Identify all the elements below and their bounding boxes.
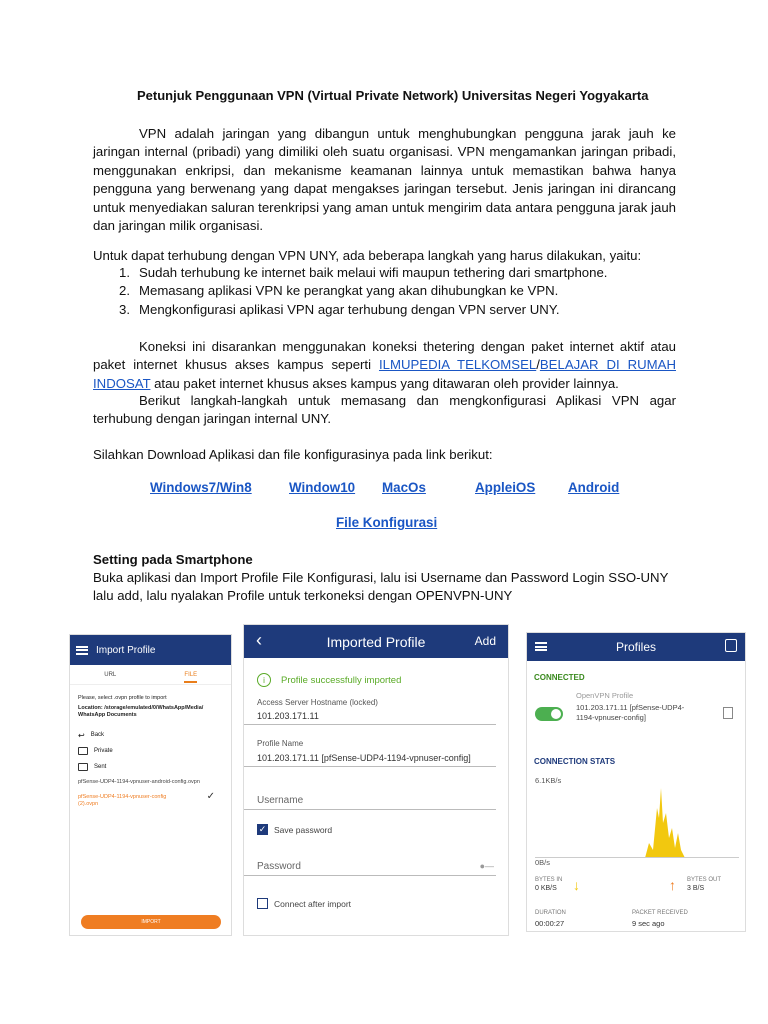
edit-icon[interactable]	[723, 707, 733, 719]
folder-private[interactable]: Private	[70, 743, 231, 759]
bytes-out-value: 3 B/S	[687, 885, 705, 892]
save-password-checkbox[interactable]: ✓ Save password	[258, 824, 333, 835]
add-button[interactable]: Add	[474, 634, 496, 648]
checkbox-unchecked-icon	[257, 898, 268, 909]
bytes-in-label: BYTES IN	[535, 877, 563, 883]
app-bar	[70, 635, 231, 665]
list-item: 3. Mengkonfigurasi aplikasi VPN agar terhubung dengan VPN server UNY.	[119, 301, 560, 317]
menu-icon[interactable]	[535, 642, 547, 651]
indosat-link[interactable]: BELAJAR DI RUMAH INDOSAT	[93, 357, 676, 391]
connection-stats-title: CONNECTION STATS	[534, 757, 616, 766]
tab-bar	[70, 665, 231, 685]
traffic-graph	[535, 788, 739, 858]
download-android-link[interactable]: Android	[568, 480, 620, 495]
eye-hidden-icon[interactable]: ●―	[479, 861, 494, 871]
setting-title: Setting pada Smartphone	[93, 552, 253, 567]
koneksi-paragraph: Koneksi ini disarankan menggunakan koneksi thetering dengan paket internet aktif atau paket internet khusus akses kampus seperti ILMUPEDIA TELKOMSEL/BELAJAR DI RUMAH INDOSAT atau paket internet khusus akses kampus yang ditawaran oleh provider lainnya.	[93, 339, 676, 391]
config-file-link[interactable]: File Konfigurasi	[336, 515, 438, 530]
file-item[interactable]: pfSense-UDP4-1194-vpnuser-android-config.ovpn	[78, 779, 200, 785]
host-label: Access Server Hostname (locked)	[257, 698, 378, 707]
steps-list	[93, 264, 676, 319]
tab-url[interactable]: URL	[104, 671, 117, 678]
connected-label: CONNECTED	[534, 673, 585, 682]
profile-name-field[interactable]: 101.203.171.11 [pfSense-UDP4-1194-vpnuser-config]	[244, 753, 496, 767]
profile-name: 101.203.171.11 [pfSense-UDP4-1194-vpnuser-config]	[576, 703, 685, 722]
document-title: Petunjuk Penggunaan VPN (Virtual Private Network) Universitas Negeri Yogyakarta	[137, 88, 649, 103]
back-item[interactable]: ↩ Back	[78, 730, 105, 740]
arrow-up-icon: ↑	[669, 877, 676, 893]
back-arrow-icon: ↩	[78, 730, 85, 740]
peak-rate: 6.1KB/s	[535, 776, 562, 785]
menu-icon[interactable]	[76, 646, 88, 655]
back-icon[interactable]: ‹	[256, 630, 262, 650]
packet-received-label: PACKET RECEIVED	[632, 910, 688, 916]
ilmupedia-link[interactable]: ILMUPEDIA TELKOMSEL	[378, 357, 537, 373]
bytes-in-value: 0 KB/S	[535, 885, 557, 892]
list-item: 2. Memasang aplikasi VPN ke perangkat yang akan dihubungkan ke VPN.	[119, 283, 559, 299]
intro-paragraph: VPN adalah jaringan yang dibangun untuk menghubungkan pengguna jarak jauh ke jaringan internal (pribadi) yang dimiliki oleh suatu organisasi. VPN mengamankan jaringan pribadi, menggunakan enkripsi, dan mekanisme keamanan lainnya untuk memastikan bahwa hanya pengguna yang berwenang yang dapat mengakses jaringan tersebut. Jenis jaringan ini dirancang untuk menyediakan saluran terenkripsi yang aman untuk mengirim data antara pengguna jarak jauh dan jaringan milik organisasi.	[93, 126, 676, 234]
duration-label: DURATION	[535, 910, 566, 916]
duration-value: 00:00:27	[535, 919, 565, 928]
tab-file[interactable]: FILE	[151, 672, 232, 678]
folder-icon	[78, 747, 88, 755]
graph-area	[535, 788, 739, 858]
zero-rate: 0B/s	[535, 858, 551, 867]
connect-after-checkbox[interactable]: Connect after import	[244, 898, 508, 909]
file-item-selected[interactable]: pfSense-UDP4-1194-vpnuser-config (2).ovpn	[78, 794, 167, 807]
screen-title: Profiles	[615, 640, 656, 654]
download-macos-link[interactable]: MacOs	[382, 480, 426, 495]
hint-text: Please, select .ovpn profile to import	[78, 695, 167, 701]
checkbox-checked-icon: ✓	[258, 824, 267, 834]
packet-received-value: 9 sec ago	[632, 919, 665, 928]
password-field[interactable]: Password ●―	[244, 861, 496, 876]
steps-intro: Untuk dapat terhubung dengan VPN UNY, ada beberapa langkah yang harus dilakukan, yaitu:	[93, 248, 642, 263]
download-windows7-link[interactable]: Windows7/Win8	[150, 480, 252, 495]
screen-title: Imported Profile	[326, 633, 426, 650]
setting-text: Buka aplikasi dan Import Profile File Konfigurasi, lalu isi Username dan Password Login SSO-UNY lalu add, lalu nyalakan Profile untuk terkoneksi dengan OPENVPN-UNY	[93, 570, 669, 604]
download-intro: Silahkan Download Aplikasi dan file konfigurasinya pada link berikut:	[93, 447, 493, 462]
folder-icon	[78, 763, 88, 771]
app-bar	[244, 625, 508, 658]
screen-title: Import Profile	[96, 644, 156, 656]
bytes-out-label: BYTES OUT	[687, 877, 722, 883]
screenshot-imported-profile	[243, 624, 509, 936]
download-ios-link[interactable]: AppleiOS	[475, 480, 536, 495]
arrow-down-icon: ↓	[573, 877, 580, 893]
import-file-icon[interactable]	[725, 639, 737, 652]
berikut-paragraph: Berikut langkah-langkah untuk memasang dan mengkonfigurasi Aplikasi VPN agar terhubung dengan jaringan internal UNY.	[93, 393, 676, 427]
list-item: 1. Sudah terhubung ke internet baik melaui wifi maupun tethering dari smartphone.	[119, 265, 608, 280]
location-text: Location: /storage/emulated/0/WhatsApp/Media/ WhatsApp Documents	[78, 705, 204, 718]
success-message: i Profile successfully imported	[244, 666, 508, 694]
profile-type: OpenVPN Profile	[576, 691, 634, 700]
download-windows10-link[interactable]: Window10	[289, 480, 356, 495]
app-bar	[527, 633, 745, 661]
folder-sent[interactable]: Sent	[70, 759, 231, 775]
screenshot-import-profile	[69, 634, 232, 936]
checkmark-icon: ✓	[206, 791, 215, 802]
username-field[interactable]: Username	[244, 795, 496, 810]
screenshot-profiles	[526, 632, 746, 932]
host-field: 101.203.171.11	[244, 711, 496, 725]
profile-name-label: Profile Name	[257, 739, 304, 748]
import-button[interactable]: IMPORT	[81, 915, 221, 929]
info-icon: i	[257, 673, 271, 687]
profile-toggle[interactable]	[535, 707, 563, 721]
